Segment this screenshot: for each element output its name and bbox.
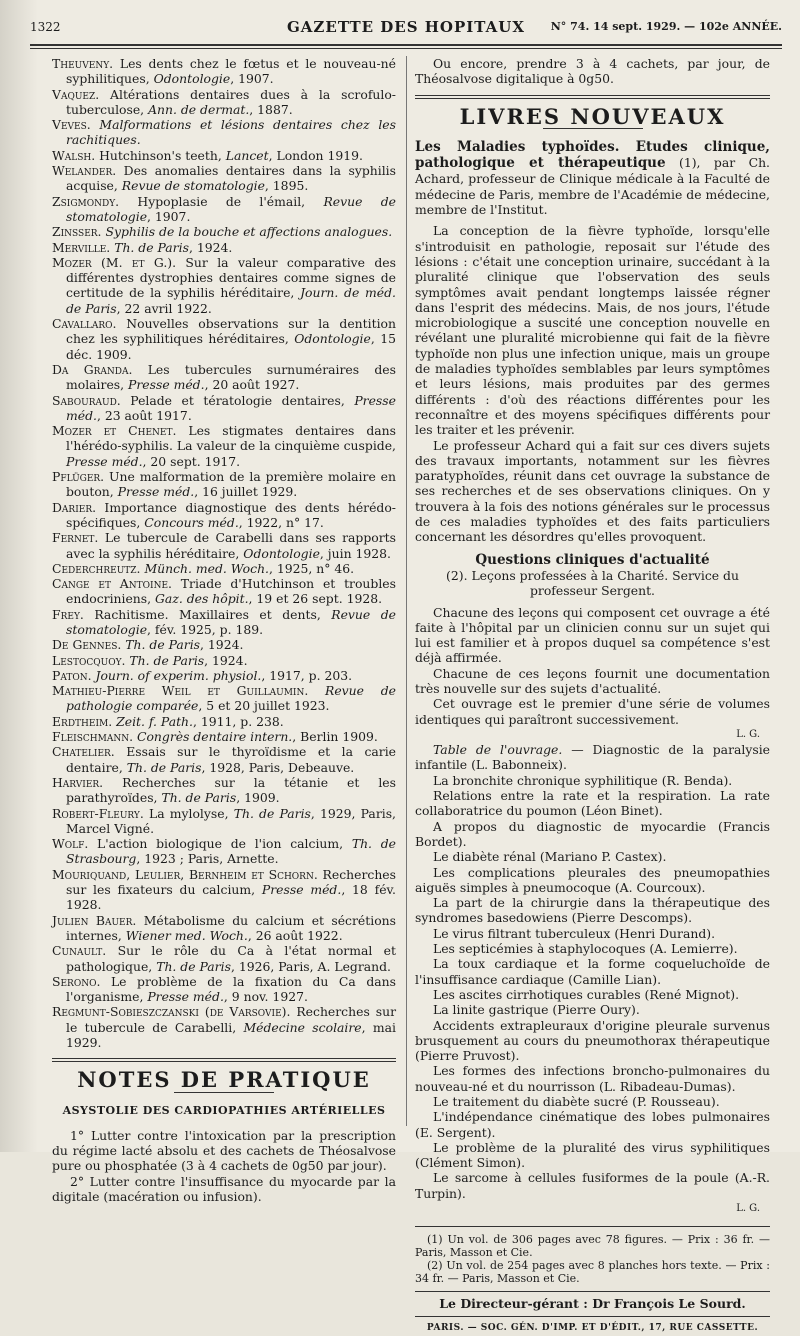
reference-entry [52,668,396,683]
reference-author: Fleischmann. [52,729,134,745]
toc-entry: Le traitement du diabète sucré (P. Rousseau). [433,1094,720,1109]
reference-author: Regmunt-Sobieszczanski (de Varsovie). [52,1004,291,1020]
header-rule [30,44,782,46]
left-column [52,56,396,1204]
reference-entry [52,194,396,225]
reference-entry [52,240,396,255]
reference-source: Revue de stomatologie [121,178,265,194]
reference-entry [52,683,396,714]
reference-author: Erdtheim. [52,713,113,729]
reference-source: Th. de Paris [126,759,202,775]
reference-entry [52,653,396,668]
toc-entry: Les formes des infections broncho-pulmonaires du nouveau-né et du nourrisson (L. Ribadeau-Dumas). [415,1063,770,1094]
notes-paragraph-2: 2° Lutter contre l'insuffisance du myocarde par la digitale (macération ou infusion). [52,1173,396,1205]
reference-text: Sur le rôle du Ca à l'état normal et pathologique, [66,943,396,974]
toc-entry: Les septicémies à staphylocoques (A. Lemierre). [433,941,738,957]
reference-tail: , 1907. [230,71,274,87]
toc-entry: Les ascites cirrhotiques curables (René Mignot). [433,986,740,1002]
reference-entry [52,744,396,775]
reference-author: Pflüger. [52,469,105,485]
reference-text: Le problème de la fixation du Ca dans l'organisme, [66,973,396,1005]
notes-paragraph-1: 1° Lutter contre l'intoxication par la prescription du régime lacté absolu et des cachets de Théosalvose pure ou phosphatée (3 à 4 cachets de 0g50 par jour). [52,1127,396,1174]
printer-line: PARIS. — SOC. GÉN. D'IMP. ET D'ÉDIT., 17, RUE CASSETTE. [426,1322,759,1333]
reference-entry [52,469,396,500]
page-number: 1322 [30,20,61,34]
reference-author: Sabouraud. [52,392,121,408]
reference-entry [52,561,396,576]
reference-entry [52,913,396,944]
reference-text: Métabolisme du calcium et sécrétions internes, [66,912,396,943]
issue-info: N° 74. 14 sept. 1929. — 102e ANNÉE. [550,20,782,33]
reference-source: Ann. de dermat. [148,101,250,117]
reference-entry [52,163,396,194]
reference-source: Odontologie [153,71,231,87]
reference-text: L'action biologique de l'ion calcium, [88,836,352,852]
reference-source: Odontologie [243,545,320,561]
toc-entry: Les complications pleurales des pneumopathies aiguës simples à pneumocoque (A. Courcoux). [415,864,770,895]
reference-tail: , juin 1928. [319,545,391,561]
reference-entry [52,316,396,362]
reference-tail: , 1925, n° 46. [269,560,355,576]
reference-source: Lancet [225,147,269,163]
toc-entry: La part de la chirurgie dans la thérapeutique des syndromes basedowiens (Pierre Descomps). [415,895,770,926]
section-rule-thin [415,98,770,99]
reference-author: Da Granda. [52,361,133,377]
reference-text: La mylolyse, [143,805,234,821]
toc-entry: Le problème de la pluralité des virus syphilitiques (Clément Simon). [415,1139,770,1171]
book-1-byline: (1), par Ch. Achard, professeur de Clinique médicale à la Faculté de médecine de Paris, membre de l'Académie de médecine, membre de l'Institut. [415,155,770,218]
reference-author: Cederchreutz. [52,560,141,576]
toc-entry: La bronchite chronique syphilitique (R. Benda). [433,772,733,788]
reference-entry [52,943,396,974]
reference-text [308,683,325,698]
reference-text: Sur la valeur comparative des différentes dystrophies dentaires comme signes de certitude de la syphilis héréditaire, [66,254,396,301]
footnote-rule [415,1226,770,1227]
reference-tail: , 23 août 1917. [96,407,192,423]
running-header [30,14,782,44]
toc-entry: La toux cardiaque et la forme coqueluchoïde de l'insuffisance cardiaque (Camille Lian). [415,956,770,987]
reference-entry [52,867,396,913]
book-2-title: Questions cliniques d'actualité [475,551,710,568]
toc-entry: Le sarcome à cellules fusiformes de la poule (A.-R. Turpin). [415,1170,770,1201]
reference-entry [52,148,396,163]
reviewer-signature: L. G. [736,728,760,740]
reference-tail: , 1887. [249,101,293,117]
reference-source: Wiener med. Woch. [125,927,248,943]
notes-pratique-title: NOTES DE PRATIQUE [77,1067,371,1093]
reference-author: Frey. [52,606,84,622]
section-rule [52,1058,396,1059]
table-of-contents-first [415,742,770,773]
reference-text: Altérations dentaires dues à la scrofulo-tuberculose, [66,86,396,117]
table-of-contents [415,773,770,1201]
reference-entry [52,806,396,837]
reference-tail: , 26 août 1922. [247,927,343,943]
reference-tail: , 1909. [236,790,280,806]
reference-tail: , 18 fév. 1928. [66,882,396,913]
reference-author: Mozer (M. et G.). [52,254,177,270]
reference-entry [52,224,396,239]
reference-tail: , 20 sept. 1917. [142,453,241,469]
reference-text: Les dents chez le fœtus et le nouveau-né syphilitiques, [66,56,396,87]
reference-source: Syphilis de la bouche et affections analogues. [105,224,393,240]
reference-tail: , 1917, p. 203. [261,667,353,683]
reference-entry [52,1004,396,1050]
reference-source: Congrès dentaire intern. [136,729,293,745]
reference-entry [52,714,396,729]
scan-edge-shadow [0,0,38,1152]
reference-source: Gaz. des hôpit. [155,591,249,607]
reference-source: Zeit. f. Path. [116,713,193,729]
reference-source: Th. de Strasbourg [66,836,396,867]
toc-label: Table de l'ouvrage. [433,742,563,758]
reference-source: Th. de Paris [233,805,311,821]
toc-entry: A propos du diagnostic de myocardie (Francis Bordet). [415,818,770,849]
reference-tail: , mai 1929. [66,1019,397,1050]
section-rule-thin [52,1061,396,1062]
reference-source: Revue de stomatologie [66,606,396,637]
reference-tail: , 22 avril 1922. [116,300,212,316]
reference-entry [52,423,396,469]
reference-author: De Gennes. [52,637,122,653]
reference-entry [52,974,396,1005]
book-2-paragraph-2: Chacune de ces leçons fournit une documentation très nouvelle sur des sujets d'actualité. [415,665,770,696]
reference-text: Importance diagnostique des dents hérédo-spécifiques, [66,499,396,530]
director-line: Le Directeur-gérant : Dr François Le Sourd. [439,1296,746,1312]
toc-entry: Le virus filtrant tuberculeux (Henri Durand). [433,925,716,941]
book-2-byline: (2). Leçons professées à la Charité. Service du professeur Sergent. [446,567,739,599]
reference-entry [52,56,396,87]
reference-text: Le tubercule de Carabelli dans ses rapports avec la syphilis héréditaire, [66,530,396,561]
reference-source: Médecine scolaire [243,1019,362,1035]
reference-author: Vaquez. [52,86,100,102]
reference-tail: , 19 et 26 sept. 1928. [248,591,383,607]
reference-source: Th. de Paris [125,637,201,653]
reference-text: Recherches sur les fixateurs du calcium, [66,866,397,898]
reference-source: Malformations et lésions dentaires chez les rachitiques. [66,117,396,148]
journal-title: GAZETTE DES HOPITAUX [286,18,525,36]
reference-entry [52,393,396,424]
footnote-1: (1) Un vol. de 306 pages avec 78 figures. — Prix : 36 fr. — Paris, Masson et Cie. [415,1233,770,1260]
book-2-paragraph-1: Chacune des leçons qui composent cet ouvrage a été faite à l'hôpital par un clinicien connu sur un sujet qui lui est familier et à propos duquel sa compétence s'est déjà affirmée. [415,604,770,666]
reference-author: Welander. [52,163,117,179]
footer-rule [415,1291,770,1292]
reference-entry [52,729,396,744]
reference-author: Wolf. [52,836,89,852]
reference-tail: , 1929, Paris, Marcel Vigné. [66,805,396,836]
reference-text: Nouvelles observations sur la dentition chez les syphilitiques héréditaires, [66,316,396,347]
reference-source: Odontologie [294,331,371,347]
livres-nouveaux-title: LIVRES NOUVEAUX [459,103,726,129]
reference-entry [52,775,396,806]
reference-source: Münch. med. Woch. [144,560,269,576]
reference-tail: , 5 et 20 juillet 1923. [198,698,330,714]
reference-author: Darier. [52,499,97,515]
reference-tail: , 9 nov. 1927. [223,989,308,1005]
reference-source: Th. de Paris [114,239,189,255]
reference-source: Presse méd. [66,392,396,423]
reference-author: Chatelier. [52,744,115,760]
reference-author: Theuveny. [52,56,114,71]
reference-text: Rachitisme. Maxillaires et dents, [83,606,332,622]
reference-author: Zsigmondy. [52,193,120,209]
bibliography-list [52,56,396,1050]
header-rule-thin [30,48,782,49]
reference-source: Th. de Paris [161,790,237,806]
section-rule [415,95,770,96]
reference-tail: , 1907. [147,208,191,224]
reference-entry [52,530,396,561]
reference-text: Une malformation de la première molaire en bouton, [66,469,396,500]
book-1-heading [415,139,770,217]
toc-entry: Relations entre la rate et la respiration. La rate collaboratrice du poumon (Léon Binet). [415,788,770,819]
reference-source: Presse méd. [261,882,342,898]
reference-tail: , 1923 ; Paris, Arnette. [136,851,279,867]
book-1-title: Les Maladies typhoïdes. Etudes clinique, pathologique et thérapeutique [415,138,770,172]
reference-text: Recherches sur le tubercule de Carabelli, [66,1004,396,1035]
reference-author: Fernet. [52,530,99,546]
reference-author: Serono. [52,973,101,989]
reference-entry [52,836,396,867]
book-2-paragraph-3: Cet ouvrage est le premier d'une série de volumes identiques qui paraîtront successivement. [415,696,770,727]
reference-author: Julien Bauer. [52,912,137,928]
reference-entry [52,87,396,118]
reference-tail: , London 1919. [268,147,363,163]
reference-author: Lestocquoy. [52,652,126,668]
toc-entry: La linite gastrique (Pierre Oury). [433,1002,640,1018]
reference-author: Paton. [52,667,92,683]
reference-text: Hypoplasie de l'émail, [119,193,324,209]
reference-entry [52,362,396,393]
right-column [415,56,770,1336]
reference-entry [52,117,396,148]
reference-text: Les stigmates dentaires dans l'hérédo-syphilis. La valeur de la cinquième cuspide, [66,423,397,454]
reference-tail: , 1924. [200,637,244,653]
reference-source: Presse méd. [117,484,195,500]
column-separator [406,56,407,1126]
reference-source: Presse méd. [128,377,205,393]
reference-tail: , 1922, n° 17. [238,514,324,530]
reference-source: Presse méd. [147,989,224,1005]
reference-author: Harvier. [52,774,104,790]
footer-rule [415,1316,770,1317]
reference-tail: , 20 août 1927. [204,377,300,393]
reference-source: Journ. de méd. de Paris [66,285,396,316]
reference-source: Presse méd. [66,453,143,469]
reference-tail: , 15 déc. 1909. [66,331,396,362]
reference-source: Th. de Paris [129,652,205,668]
notes-paragraph-3: Ou encore, prendre 3 à 4 cachets, par jour, de Théosalvose digitalique à 0g50. [415,56,770,87]
toc-entry: L'indépendance cinématique des lobes pulmonaires (E. Sergent). [415,1109,770,1140]
notes-subtitle: ASYSTOLIE DES CARDIOPATHIES ARTÉRIELLES [62,1103,386,1117]
reference-tail: , fév. 1925, p. 189. [147,621,264,637]
reference-text: Pelade et tératologie dentaires, [120,392,355,408]
reference-text: Essais sur le thyroïdisme et la carie dentaire, [66,744,396,775]
reference-author: Mozer et Chenet. [52,423,177,439]
reference-entry [52,576,396,607]
reference-text: Recherches sur la tétanie et les parathyroïdes, [66,774,396,806]
reference-author: Merville. [52,239,111,255]
reference-source: Revue de pathologie comparée [66,683,396,714]
reference-tail: , 1895. [264,178,309,194]
reference-tail: , 1911, p. 238. [192,713,284,729]
reference-source: Concours méd. [144,514,239,530]
reference-source: Revue de stomatologie [66,193,396,224]
reference-entry [52,255,396,316]
reference-author: Veves. [52,117,91,133]
reference-author: Walsh. [52,147,96,163]
reference-author: Zinsser. [52,224,102,240]
reference-entry [52,637,396,652]
reference-author: Mathieu-Pierre Weil et Guillaumin. [52,683,309,699]
reference-author: Cavallaro. [52,316,117,332]
reference-tail: , 1928, Paris, Debeauve. [201,759,355,775]
toc-entry: — Diagnostic de la paralysie infantile (L. Babonneix). [415,742,771,773]
book-1-paragraph-2: Le professeur Achard qui a fait sur ces divers sujets des travaux importants, notamment sur les fièvres paratyphoïdes, réunit dans cet ouvrage la substance de ses recherches et de ses observations cliniques. On y trouvera à la fois des notions générales sur le processus de ces maladies typhoïdes et des faits particuliers concernant les désordres qu'elles provoquent. [415,437,770,545]
reference-entry [52,500,396,531]
reference-source: Journ. of experim. physiol. [95,667,262,683]
footnote-2: (2) Un vol. de 254 pages avec 8 planches hors texte. — Prix : 34 fr. — Paris, Masson et Cie. [415,1259,770,1286]
reference-author: Cunault. [52,943,107,959]
reference-source: Th. de Paris [156,958,231,974]
reviewer-signature: L. G. [736,1203,760,1215]
toc-entry: Le diabète rénal (Mariano P. Castex). [433,849,667,865]
reference-tail: , 16 juillet 1929. [194,484,298,500]
reference-tail: , 1924. [204,652,248,668]
reference-text: Hutchinson's teeth, [95,147,226,163]
reference-author: Robert-Fleury. [52,805,144,821]
reference-author: Cange et Antoine. [52,576,172,592]
book-1-paragraph-1: La conception de la fièvre typhoïde, lorsqu'elle s'introduisit en pathologie, reposait sur l'étude des lésions : c'était une conception urinaire, succédant à la pluralité clinique que l'observation des seuls symptômes avait pendant longtemps laissée régner dans l'esprit des médecins. Mais, de nos jours, l'étude microbiologique a suscité une conception nouvelle en révélant une pluralité microbienne qui fait de la fièvre typhoïde non plus une infection unique, mais un groupe de maladies typhoïdes semblables par leurs symptômes et leurs lésions, mais produites par des germes différents : d'où des réactions différentes pour les reconnaître et des moyens spécifiques différents pour les traiter et les prévenir. [415,223,770,438]
reference-text: Des anomalies dentaires dans la syphilis acquise, [66,163,396,194]
reference-text: Les tubercules surnuméraires des molaires, [66,361,396,393]
reference-entry [52,607,396,638]
toc-entry: Accidents extrapleuraux d'origine pleurale survenus brusquement au cours du pneumothorax thérapeutique (Pierre Pruvost). [415,1017,770,1064]
reference-author: Mouriquand, Leulier, Bernheim et Schorn. [52,866,318,882]
reference-tail: , 1924. [188,239,233,255]
reference-tail: , 1926, Paris, A. Legrand. [230,958,391,974]
reference-tail: , Berlin 1909. [292,729,378,745]
reference-text: Triade d'Hutchinson et troubles endocriniens, [66,576,396,607]
